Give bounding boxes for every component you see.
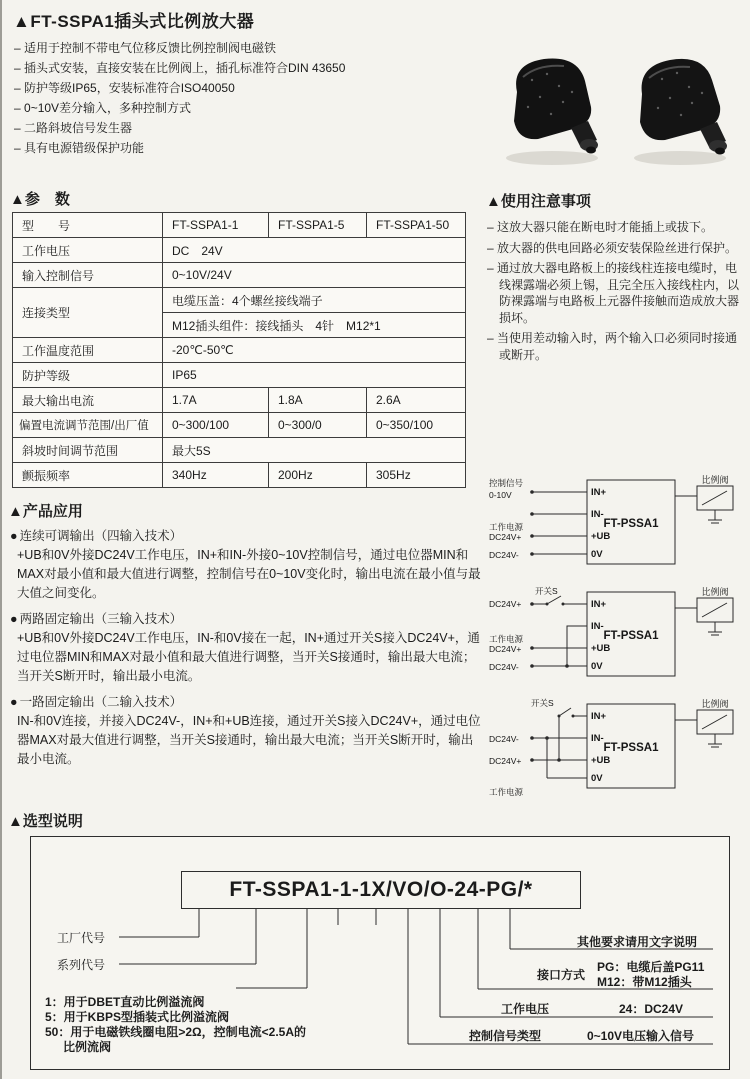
ordering-code: FT-SSPA1-1-1X/VO/O-24-PG/* [181,871,581,909]
diagram-label: DC24V- [489,662,519,672]
amplifier-box-label: FT-PSSA1 [603,518,659,530]
param-label: 工作温度范围 [13,338,163,363]
param-value: 1.7A [163,388,269,413]
interface-type-label: 接口方式 [537,968,586,982]
application-block [10,527,484,603]
table-row [13,288,466,313]
interface-pg-label: PG：电缆后盖PG11 [597,960,705,974]
page-title: ▲FT-SSPA1插头式比例放大器 [13,12,255,31]
control-signal-type-value: 0~10V电压输入信号 [587,1029,695,1043]
note-item: – 这放大器只能在断电时才能插上或拔下。 [487,219,747,236]
scan-edge-artifact [0,0,2,1079]
control-signal-type-label: 控制信号类型 [469,1029,542,1043]
diagram-label: 工作电源 [489,634,524,644]
feature-item: – 具有电源错级保护功能 [14,138,474,158]
series-option-1: 1：用于DBET直动比例溢流阀 [45,995,205,1009]
amplifier-box-label: FT-PSSA1 [603,630,659,642]
diagram-label: DC24V+ [489,644,522,654]
param-label: 连接类型 [13,288,163,338]
valve-label: 比例阀 [701,587,729,597]
table-row [13,263,466,288]
param-label: 斜坡时间调节范围 [13,438,163,463]
amplifier-box-label: FT-PSSA1 [603,742,659,754]
product-photo-1 [492,46,612,170]
feature-item: – 0~10V差分输入，多种控制方式 [14,98,474,118]
param-label: 最大输出电流 [13,388,163,413]
application-title: ● 一路固定输出（二输入技术） [10,693,484,712]
terminal-label: +UB [591,643,611,654]
terminal-label: 0V [591,773,603,784]
param-label: 偏置电流调节范围/出厂值 [13,413,163,438]
terminal-label: IN- [591,509,604,520]
diagram-label: DC24V+ [489,532,522,542]
series-code-label: 系列代号 [57,958,106,972]
terminal-label: IN+ [591,487,607,498]
param-value: IP65 [163,363,466,388]
note-item: – 当使用差动输入时，两个输入口必须同时接通或断开。 [487,330,747,363]
notes-list [487,219,747,367]
terminal-label: IN- [591,733,604,744]
param-value: 0~300/0 [269,413,367,438]
diagram-label: 工作电源 [489,787,524,797]
param-value: 0~10V/24V [163,263,466,288]
table-row [13,363,466,388]
param-value: DC 24V [163,238,466,263]
table-row [13,238,466,263]
feature-list [14,38,474,158]
product-photo-2 [620,46,740,170]
feature-item: – 二路斜坡信号发生器 [14,118,474,138]
feature-item: – 防护等级IP65，安装标准符合ISO40050 [14,78,474,98]
param-value: 340Hz [163,463,269,488]
param-label: 工作电压 [13,238,163,263]
param-value: 1.8A [269,388,367,413]
table-row [13,463,466,488]
diagram-label: 工作电源 [489,522,524,532]
valve-label: 比例阀 [701,699,729,709]
interface-m12-label: M12：带M12插头 [597,975,692,989]
application-body: IN-和0V连接，并接入DC24V-，IN+和+UB连接，通过开关S接入DC24V+，通过电位器MAX对最大值进行调整，当开关S接通时，输出最大电流；当开关S断开时，输出最小电流。 [17,714,481,766]
applications-section [10,527,484,776]
diagram-label: 0-10V [489,490,512,500]
table-row [13,213,466,238]
circuit-diagram-four-input [487,474,745,574]
diagram-label: 控制信号 [489,478,524,488]
terminal-label: +UB [591,755,611,766]
note-item: – 通过放大器电路板上的接线柱连接电缆时，电线裸露端必须上锡，且完全压入接线柱内，以防裸露端与电路板上元器件接触而造成放大器损坏。 [487,260,747,326]
terminal-label: IN- [591,621,604,632]
param-value: 305Hz [367,463,466,488]
factory-code-label: 工厂代号 [57,931,106,945]
param-value: 电缆压盖：4个螺丝接线端子 [163,288,466,313]
param-label: 颤振频率 [13,463,163,488]
application-block [10,610,484,686]
param-value: 2.6A [367,388,466,413]
circuit-diagrams [487,474,745,798]
terminal-label: +UB [591,531,611,542]
param-value: 200Hz [269,463,367,488]
other-requirements-label: 其他要求请用文字说明 [577,935,698,949]
param-value: 最大5S [163,438,466,463]
working-voltage-value: 24：DC24V [619,1002,684,1016]
application-block [10,693,484,769]
diagram-label: 开关S [531,698,554,708]
table-row [13,338,466,363]
circuit-diagram-three-input [487,586,745,686]
feature-item: – 插头式安装，直接安装在比例阀上，插孔标准符合DIN 43650 [14,58,474,78]
valve-label: 比例阀 [701,475,729,485]
diagram-label: DC24V- [489,550,519,560]
param-value: -20℃-50℃ [163,338,466,363]
param-label: 型 号 [13,213,163,238]
parameters-table [12,212,466,488]
selection-heading: ▲选型说明 [8,813,83,830]
feature-item: – 适用于控制不带电气位移反馈比例控制阀电磁铁 [14,38,474,58]
terminal-label: IN+ [591,711,607,722]
param-value: FT-SSPA1-50 [367,213,466,238]
table-row [13,438,466,463]
terminal-label: 0V [591,549,603,560]
ordering-code-box [30,836,730,1070]
application-title: ● 连续可调输出（四输入技术） [10,527,484,546]
diagram-label: DC24V- [489,734,519,744]
circuit-diagram-two-input [487,698,745,798]
series-option-50-cont: 比例流阀 [63,1040,112,1054]
terminal-label: IN+ [591,599,607,610]
diagram-label: 开关S [535,586,558,596]
product-photos [492,46,740,170]
terminal-label: 0V [591,661,603,672]
working-voltage-label: 工作电压 [501,1002,550,1016]
table-row [13,413,466,438]
param-value: M12插头组件：接线插头 4针 M12*1 [163,313,466,338]
param-value: FT-SSPA1-1 [163,213,269,238]
application-title: ● 两路固定输出（三输入技术） [10,610,484,629]
application-body: +UB和0V外接DC24V工作电压，IN+和IN-外接0~10V控制信号，通过电位器MIN和MAX对最小值和最大值进行调整，控制信号在0~10V变化时，输出电流在最小值与最大值之间变化。 [17,548,481,600]
diagram-label: DC24V+ [489,599,522,609]
param-value: FT-SSPA1-5 [269,213,367,238]
param-value: 0~300/100 [163,413,269,438]
applications-heading: ▲产品应用 [8,503,83,520]
diagram-label: DC24V+ [489,756,522,766]
note-item: – 放大器的供电回路必须安装保险丝进行保护。 [487,240,747,257]
table-row [13,388,466,413]
param-value: 0~350/100 [367,413,466,438]
param-label: 防护等级 [13,363,163,388]
param-label: 输入控制信号 [13,263,163,288]
series-option-5: 5：用于KBPS型插装式比例溢流阀 [45,1010,230,1024]
parameters-heading: ▲参 数 [10,191,70,208]
notes-heading: ▲使用注意事项 [486,193,591,210]
application-body: +UB和0V外接DC24V工作电压，IN-和0V接在一起，IN+通过开关S接入DC24V+，通过电位器MIN和MAX对最小值和最大值进行调整，当开关S接通时，输出最大电流；当开关S断开时，输出最小电流。 [17,631,480,683]
series-option-50: 50：用于电磁铁线圈电阻>2Ω，控制电流<2.5A的 [45,1025,307,1039]
